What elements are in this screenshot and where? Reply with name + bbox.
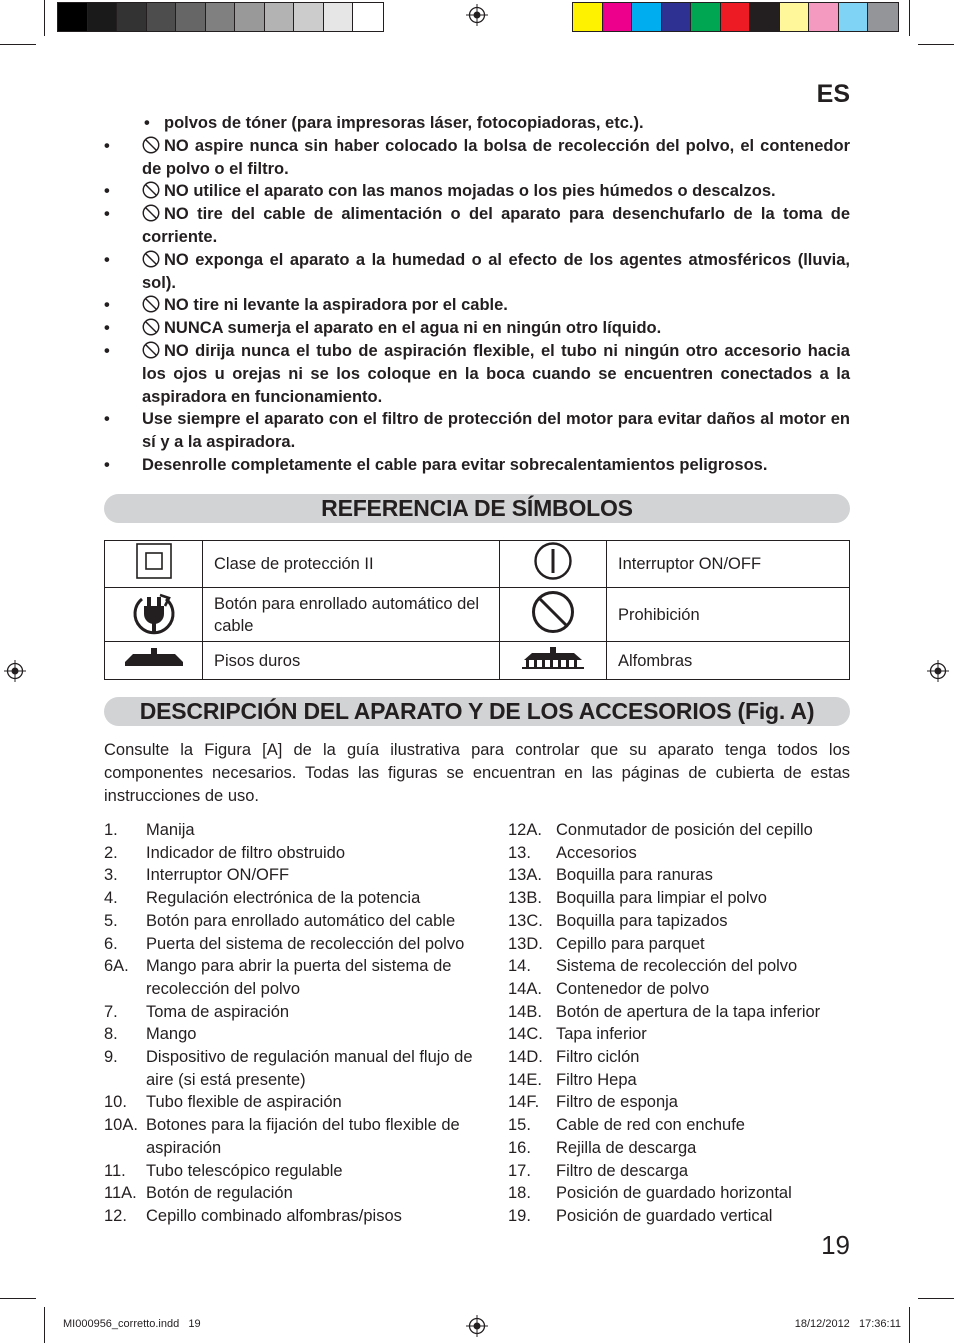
color-swatch xyxy=(353,3,383,31)
list-item xyxy=(508,933,850,956)
list-item-text: Regulación electrónica de la potencia xyxy=(146,889,421,908)
list-item xyxy=(508,864,850,887)
table-cell-label: Alfombras xyxy=(607,642,850,680)
color-swatch xyxy=(573,3,603,31)
list-item-text: Posición de guardado vertical xyxy=(556,1206,773,1225)
list-item-number: 14. xyxy=(508,957,531,976)
list-item-number: 10. xyxy=(104,1093,127,1112)
list-item xyxy=(104,1205,494,1228)
grayscale-color-bar xyxy=(57,2,384,32)
color-swatch xyxy=(809,3,839,31)
color-swatch xyxy=(750,3,780,31)
list-item xyxy=(104,408,850,454)
list-item-text: Mango para abrir la puerta del sistema de recolección del polvo xyxy=(146,957,452,998)
crop-mark xyxy=(44,0,45,36)
crop-mark xyxy=(0,1298,36,1299)
list-item-number: 11. xyxy=(104,1161,126,1180)
list-item xyxy=(508,1046,850,1069)
list-item xyxy=(104,340,850,408)
color-swatch xyxy=(632,3,662,31)
list-item-number: 12A. xyxy=(508,821,542,839)
list-item-number: 7. xyxy=(104,1002,118,1021)
list-item-number: 13B. xyxy=(508,889,542,908)
table-cell-label: Prohibición xyxy=(607,588,850,642)
list-item xyxy=(508,1114,850,1137)
crop-mark xyxy=(909,1307,910,1343)
registration-mark-icon xyxy=(927,660,949,682)
list-item-text: Botones para la fijación del tubo flexible de aspiración xyxy=(146,1116,460,1157)
hard-floor-icon xyxy=(105,642,203,680)
list-item xyxy=(508,978,850,1001)
list-item xyxy=(104,294,850,317)
class-ii-icon xyxy=(105,541,203,588)
table-cell-label: Pisos duros xyxy=(203,642,500,680)
cable-rewind-icon xyxy=(105,588,203,642)
color-swatch xyxy=(662,3,692,31)
list-item-number: 13A. xyxy=(508,866,542,885)
list-item xyxy=(104,1160,494,1183)
list-item xyxy=(104,864,494,887)
list-item-text: Posición de guardado horizontal xyxy=(556,1184,792,1203)
list-item-text: Interruptor ON/OFF xyxy=(146,866,290,885)
list-item-text: Filtro de descarga xyxy=(556,1161,689,1180)
list-item xyxy=(104,955,494,1000)
list-item-text: Boquilla para tapizados xyxy=(556,911,728,930)
list-item-number: 13C. xyxy=(508,911,543,930)
list-item xyxy=(104,317,850,340)
list-item-text: Contenedor de polvo xyxy=(556,979,710,998)
list-item xyxy=(508,1205,850,1228)
parts-list-left xyxy=(104,819,494,1228)
list-item xyxy=(104,1182,494,1205)
list-item-text: Manija xyxy=(146,821,195,839)
list-item-text: NO dirija nunca el tubo de aspiración flexible, el tubo ni ningún otro accesorio hacia los ojos u orejas ni se los coloque en la boca cuando se encuentren conectados a la aspiradora en funcionamiento. xyxy=(142,341,850,406)
list-item-number: 15. xyxy=(508,1116,531,1135)
footer-file xyxy=(63,1318,201,1330)
carpet-icon xyxy=(500,642,607,680)
list-item xyxy=(508,887,850,910)
color-swatch xyxy=(235,3,265,31)
symbols-table xyxy=(104,540,850,680)
bullet: • xyxy=(104,455,110,474)
list-item xyxy=(104,842,494,865)
list-item-text: Botón de apertura de la tapa inferior xyxy=(556,1002,821,1021)
list-item-number: 17. xyxy=(508,1161,531,1180)
registration-mark-icon xyxy=(466,4,488,26)
color-swatch xyxy=(206,3,236,31)
color-swatch xyxy=(88,3,118,31)
list-item-number: 2. xyxy=(104,843,118,862)
list-item-number: 1. xyxy=(104,821,118,839)
crop-mark xyxy=(909,0,910,36)
list-item xyxy=(104,887,494,910)
list-item xyxy=(104,249,850,295)
list-item-number: 3. xyxy=(104,866,118,885)
prohibition-icon xyxy=(142,181,160,199)
color-swatch xyxy=(324,3,354,31)
prohibition-icon xyxy=(142,250,160,268)
list-item xyxy=(508,1069,850,1092)
list-item xyxy=(104,933,494,956)
prohibition-icon xyxy=(142,318,160,336)
list-item xyxy=(104,135,850,181)
list-item-number: 13. xyxy=(508,843,531,862)
list-item-number: 19. xyxy=(508,1206,531,1225)
list-item-number: 14F. xyxy=(508,1093,540,1112)
color-swatch xyxy=(58,3,88,31)
list-item-text: NO aspire nunca sin haber colocado la bolsa de recolección del polvo, el contenedor de polvo o el filtro. xyxy=(142,136,850,178)
list-item xyxy=(508,1023,850,1046)
list-item-text: Desenrolle completamente el cable para evitar sobrecalentamientos peligrosos. xyxy=(142,455,768,474)
list-item-text: polvos de tóner (para impresoras láser, fotocopiadoras, etc.). xyxy=(164,114,644,132)
list-item-text: NO tire del cable de alimentación o del aparato para desenchufarlo de la toma de corriente. xyxy=(142,205,850,246)
list-item-text: Use siempre el aparato con el filtro de protección del motor para evitar daños al motor en sí y a la aspiradora. xyxy=(142,410,850,452)
bullet: • xyxy=(104,182,110,201)
list-item xyxy=(104,1091,494,1114)
prohibition-icon xyxy=(142,341,160,359)
list-item xyxy=(508,1182,850,1205)
color-swatch xyxy=(294,3,324,31)
prohibition-icon xyxy=(142,136,160,154)
crop-mark xyxy=(918,44,954,45)
list-item-text: Tubo telescópico regulable xyxy=(146,1161,343,1180)
list-item xyxy=(508,1160,850,1183)
page-number: 19 xyxy=(821,1230,850,1260)
footer-time: 17:36:11 xyxy=(858,1318,901,1330)
list-item xyxy=(104,819,494,842)
list-item xyxy=(104,112,850,135)
list-item-text: Sistema de recolección del polvo xyxy=(556,957,798,976)
list-item-text: NO exponga el aparato a la humedad o al efecto de los agentes atmosféricos (lluvia, sol). xyxy=(142,250,850,292)
warnings-list xyxy=(104,112,850,477)
list-item-text: Tubo flexible de aspiración xyxy=(146,1093,342,1112)
list-item-number: 14C. xyxy=(508,1025,543,1044)
list-item-text: NO utilice el aparato con las manos mojadas o los pies húmedos o descalzos. xyxy=(164,182,776,201)
list-item-text: Rejilla de descarga xyxy=(556,1138,697,1157)
list-item-text: Toma de aspiración xyxy=(146,1002,290,1021)
list-item-text: Puerta del sistema de recolección del polvo xyxy=(146,934,465,953)
list-item-text: Filtro Hepa xyxy=(556,1070,637,1089)
list-item-text: Filtro de esponja xyxy=(556,1093,678,1112)
list-item-text: Mango xyxy=(146,1025,197,1044)
list-item-text: Dispositivo de regulación manual del flujo de aire (si está presente) xyxy=(146,1048,473,1089)
list-item-text: Boquilla para ranuras xyxy=(556,866,713,885)
registration-mark-icon xyxy=(466,1315,488,1337)
table-row xyxy=(105,588,850,642)
color-swatch xyxy=(117,3,147,31)
list-item-number: 14E. xyxy=(508,1070,542,1089)
footer-filename: MI000956_corretto.indd xyxy=(63,1318,180,1330)
list-item-number: 16. xyxy=(508,1138,531,1157)
list-item-text: Cepillo combinado alfombras/pisos xyxy=(146,1206,402,1225)
list-item-text: Filtro ciclón xyxy=(556,1048,640,1067)
list-item-number: 10A. xyxy=(104,1116,138,1135)
bullet: • xyxy=(104,136,110,155)
list-item xyxy=(104,454,850,477)
color-swatch xyxy=(839,3,869,31)
color-swatch xyxy=(721,3,751,31)
list-item-number: 18. xyxy=(508,1184,531,1203)
footer-file-page: 19 xyxy=(188,1318,201,1330)
list-item-text: NO tire ni levante la aspiradora por el cable. xyxy=(164,296,508,315)
list-item-number: 8. xyxy=(104,1025,118,1044)
registration-mark-icon xyxy=(4,660,26,682)
color-swatch xyxy=(176,3,206,31)
power-switch-icon xyxy=(500,541,607,588)
list-item-number: 14A. xyxy=(508,979,542,998)
prohibition-icon xyxy=(142,204,160,222)
color-swatch xyxy=(265,3,295,31)
intro-paragraph: Consulte la Figura [A] de la guía ilustrativa para controlar que su aparato tenga todos los componentes necesarios. Todas las figuras se encuentran en las páginas de cubierta de estas instrucciones de uso. xyxy=(104,741,850,805)
list-item-number: 13D. xyxy=(508,934,543,953)
section-header-description: DESCRIPCIÓN DEL APARATO Y DE LOS ACCESORIOS (Fig. A) xyxy=(104,697,850,726)
list-item xyxy=(508,819,850,842)
crop-mark xyxy=(0,44,36,45)
list-item-number: 14D. xyxy=(508,1048,543,1067)
list-item xyxy=(104,180,850,203)
list-item-number: 14B. xyxy=(508,1002,542,1021)
list-item xyxy=(104,910,494,933)
bullet: • xyxy=(104,205,110,224)
list-item xyxy=(508,842,850,865)
color-swatch xyxy=(780,3,810,31)
list-item-text: Accesorios xyxy=(556,843,637,862)
crop-mark xyxy=(44,1307,45,1343)
list-item xyxy=(104,1046,494,1091)
table-cell-label: Interruptor ON/OFF xyxy=(607,541,850,588)
list-item-text: Conmutador de posición del cepillo xyxy=(556,821,813,839)
color-swatch xyxy=(691,3,721,31)
list-item-text: Botón para enrollado automático del cable xyxy=(146,911,456,930)
language-tag: ES xyxy=(816,80,850,108)
list-item-text: Indicador de filtro obstruido xyxy=(146,843,346,862)
list-item-text: NUNCA sumerja el aparato en el agua ni en ningún otro líquido. xyxy=(164,319,662,338)
list-item xyxy=(508,1091,850,1114)
list-item xyxy=(104,203,850,249)
bullet: • xyxy=(104,250,110,269)
list-item-number: 9. xyxy=(104,1048,118,1067)
prohibition-icon xyxy=(500,588,607,642)
section-header-symbols: REFERENCIA DE SÍMBOLOS xyxy=(104,494,850,523)
bullet: • xyxy=(104,410,110,429)
table-cell-label: Botón para enrollado automático del cable xyxy=(203,588,500,642)
process-color-bar xyxy=(572,2,899,32)
list-item xyxy=(508,1001,850,1024)
footer-date: 18/12/2012 xyxy=(794,1318,850,1330)
parts-list-right xyxy=(508,819,850,1228)
bullet: • xyxy=(144,114,150,132)
list-item-number: 11A. xyxy=(104,1184,137,1203)
prohibition-icon xyxy=(142,295,160,313)
list-item-text: Tapa inferior xyxy=(556,1025,647,1044)
list-item-number: 6. xyxy=(104,934,118,953)
list-item-number: 6A. xyxy=(104,957,129,976)
color-swatch xyxy=(603,3,633,31)
list-item xyxy=(508,1137,850,1160)
list-item-number: 5. xyxy=(104,911,118,930)
list-item xyxy=(508,955,850,978)
list-item-text: Cepillo para parquet xyxy=(556,934,705,953)
list-item xyxy=(104,1001,494,1024)
table-row xyxy=(105,642,850,680)
list-item-number: 12. xyxy=(104,1206,127,1225)
list-item-text: Botón de regulación xyxy=(146,1184,293,1203)
crop-mark xyxy=(918,1298,954,1299)
list-item-text: Boquilla para limpiar el polvo xyxy=(556,889,767,908)
list-item xyxy=(104,1114,494,1159)
bullet: • xyxy=(104,341,110,360)
table-row xyxy=(105,541,850,588)
color-swatch xyxy=(147,3,177,31)
bullet: • xyxy=(104,296,110,315)
list-item-number: 4. xyxy=(104,889,118,908)
color-swatch xyxy=(868,3,898,31)
list-item-text: Cable de red con enchufe xyxy=(556,1116,745,1135)
list-item xyxy=(104,1023,494,1046)
list-item xyxy=(508,910,850,933)
table-cell-label: Clase de protección II xyxy=(203,541,500,588)
footer-timestamp xyxy=(795,1318,901,1330)
bullet: • xyxy=(104,319,110,338)
